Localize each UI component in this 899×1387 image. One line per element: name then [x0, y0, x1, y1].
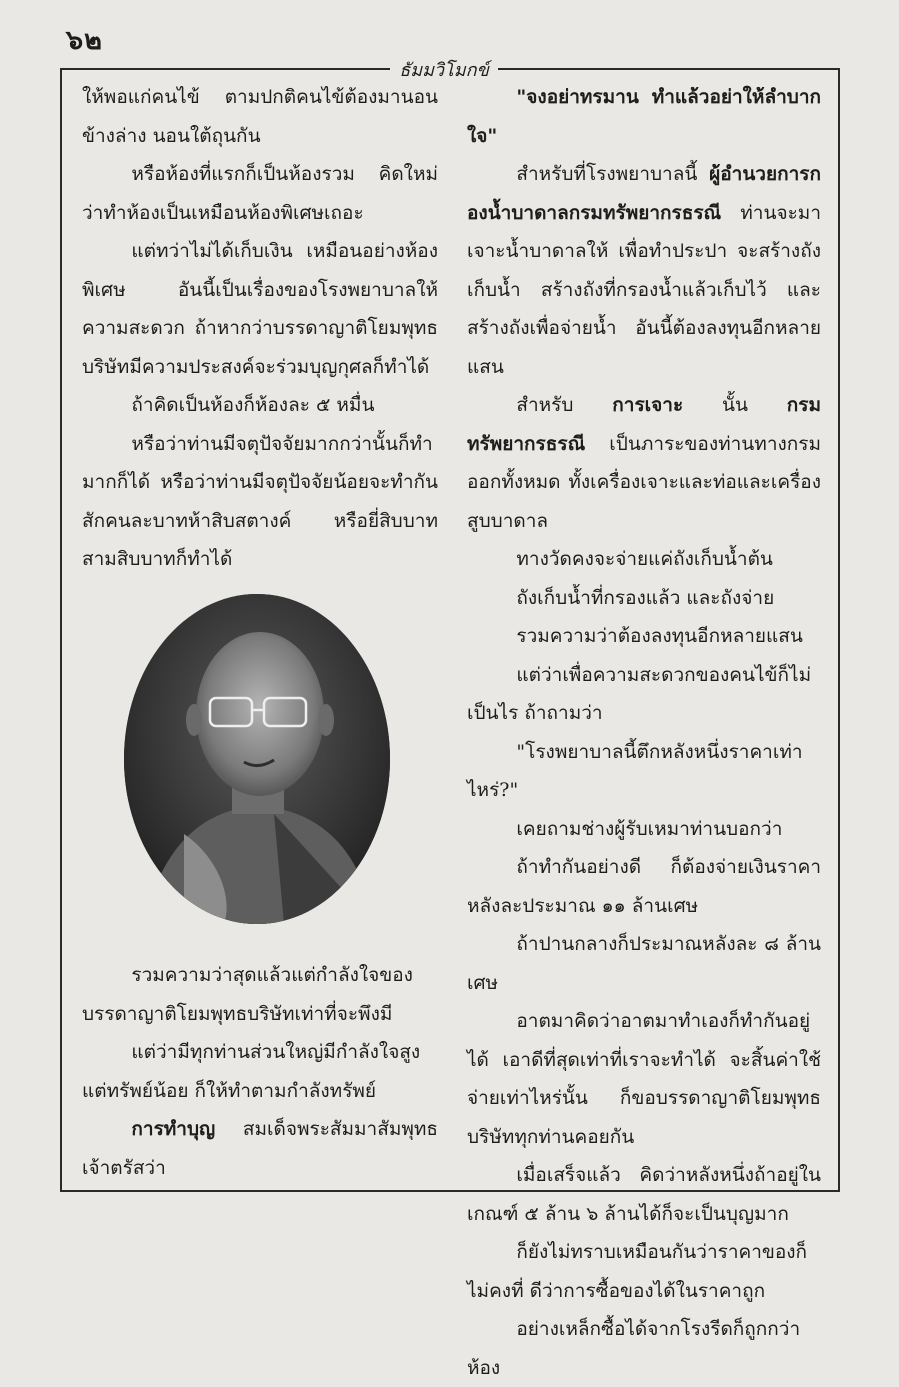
running-header: ธัมมวิโมกข์	[399, 60, 489, 81]
paragraph: ถังเก็บน้ำที่กรองแล้ว และถังจ่าย	[516, 586, 775, 609]
paragraph: รวมความว่าต้องลงทุนอีกหลายแสน	[516, 625, 803, 647]
paragraph: หรือว่าท่านมีจตุปัจจัยมากกว่านั้นก็ทำมากก็ได้ หรือว่าท่านมีจตุปัจจัยน้อยจะทำกันสักคนละบาทห้าสิบสตางค์ หรือยี่สิบบาทสามสิบบาทก็ทำได้	[82, 432, 438, 570]
paragraph: ก็ยังไม่ทราบเหมือนกันว่าราคาของก็ไม่คงที่ ดีว่าการซื้อของได้ในราคาถูก	[467, 1241, 808, 1302]
paragraph: แต่ทว่าไม่ได้เก็บเงิน เหมือนอย่างห้องพิเศษ อันนี้เป็นเรื่องของโรงพยาบาลให้ความสะดวก ถ้าหากว่าบรรดาญาติโยมพุทธบริษัทมีความประสงค์จะร่วมบุญกุศลก็ทำได้	[82, 240, 438, 378]
paragraph: รวมความว่าสุดแล้วแต่กำลังใจของบรรดาญาติโยมพุทธบริษัทเท่าที่จะพึงมี	[82, 964, 413, 1025]
paragraph: แต่ว่ามีทุกท่านส่วนใหญ่มีกำลังใจสูงแต่ทรัพย์น้อย ก็ให้ทำตามกำลังทรัพย์	[82, 1041, 421, 1102]
page-number: ๖๒	[66, 25, 103, 56]
monk-portrait-photo	[124, 594, 390, 924]
paragraph: สำหรับที่โรงพยาบาลนี้ ผู้อำนวยการกองน้ำบาดาลกรมทรัพยากรธรณี ท่านจะมาเจาะน้ำบาดาลให้ เพื่อทำประปา จะสร้างถังเก็บน้ำ สร้างถังที่กรองน้ำแล้วเก็บไว้ และสร้างถังเพื่อจ่ายน้ำ อันนี้ต้องลงทุนอีกหลายแสน	[467, 163, 821, 378]
bold-term: กรมทรัพยากรธรณี	[467, 394, 821, 455]
paragraph: ทางวัดคงจะจ่ายแค่ถังเก็บน้ำต้น	[516, 548, 773, 570]
paragraph: อย่างเหล็กซื้อได้จากโรงรีดก็ถูกกว่าห้อง	[467, 1318, 801, 1379]
paragraph: "โรงพยาบาลนี้ตึกหลังหนึ่งราคาเท่าไหร่?"	[467, 740, 803, 801]
paragraph: เคยถามช่างผู้รับเหมาท่านบอกว่า	[516, 817, 783, 840]
paragraph: ถ้าปานกลางก็ประมาณหลังละ ๘ ล้านเศษ	[467, 933, 821, 994]
left-column-top	[82, 78, 438, 579]
bold-term: การเจาะ	[612, 394, 684, 416]
paragraph: ถ้าคิดเป็นห้องก็ห้องละ ๕ หมื่น	[131, 394, 375, 416]
paragraph: แต่ว่าเพื่อความสะดวกของคนไข้ก็ไม่เป็นไร ถ้าถามว่า	[467, 663, 812, 724]
paragraph: การทำบุญ สมเด็จพระสัมมาสัมพุทธเจ้าตรัสว่า	[82, 1118, 438, 1179]
paragraph: อาตมาคิดว่าอาตมาทำเองก็ทำกันอยู่ได้ เอาดีที่สุดเท่าที่เราจะทำได้ จะสิ้นค่าใช้จ่ายเท่าไหร่นั้น ก็ขอบรรดาญาติโยมพุทธบริษัททุกท่านคอยกัน	[467, 1010, 821, 1148]
bold-term: การทำบุญ	[131, 1118, 216, 1140]
paragraph: เมื่อเสร็จแล้ว คิดว่าหลังหนึ่งถ้าอยู่ในเกณฑ์ ๕ ล้าน ๖ ล้านได้ก็จะเป็นบุญมาก	[467, 1164, 821, 1225]
quote: "จงอย่าทรมาน ทำแล้วอย่าให้ลำบากใจ"	[467, 86, 821, 147]
paragraph: ให้พอแก่คนไข้ ตามปกติคนไข้ต้องมานอนข้างล่าง นอนใต้ถุนกัน	[82, 86, 438, 147]
right-column	[467, 78, 821, 1387]
paragraph: ถ้าทำกันอย่างดี ก็ต้องจ่ายเงินราคาหลังละประมาณ ๑๑ ล้านเศษ	[467, 856, 821, 917]
bold-term: ผู้อำนวยการกองน้ำบาดาลกรมทรัพยากรธรณี	[467, 163, 821, 224]
paragraph: หรือห้องที่แรกก็เป็นห้องรวม คิดใหม่ว่าทำห้องเป็นเหมือนห้องพิเศษเถอะ	[82, 163, 438, 224]
left-column-bottom	[82, 956, 438, 1187]
paragraph: สำหรับ การเจาะ นั้น กรมทรัพยากรธรณี เป็นภาระของท่านทางกรมออกทั้งหมด ทั้งเครื่องเจาะและท่อและเครื่องสูบบาดาล	[467, 394, 821, 532]
